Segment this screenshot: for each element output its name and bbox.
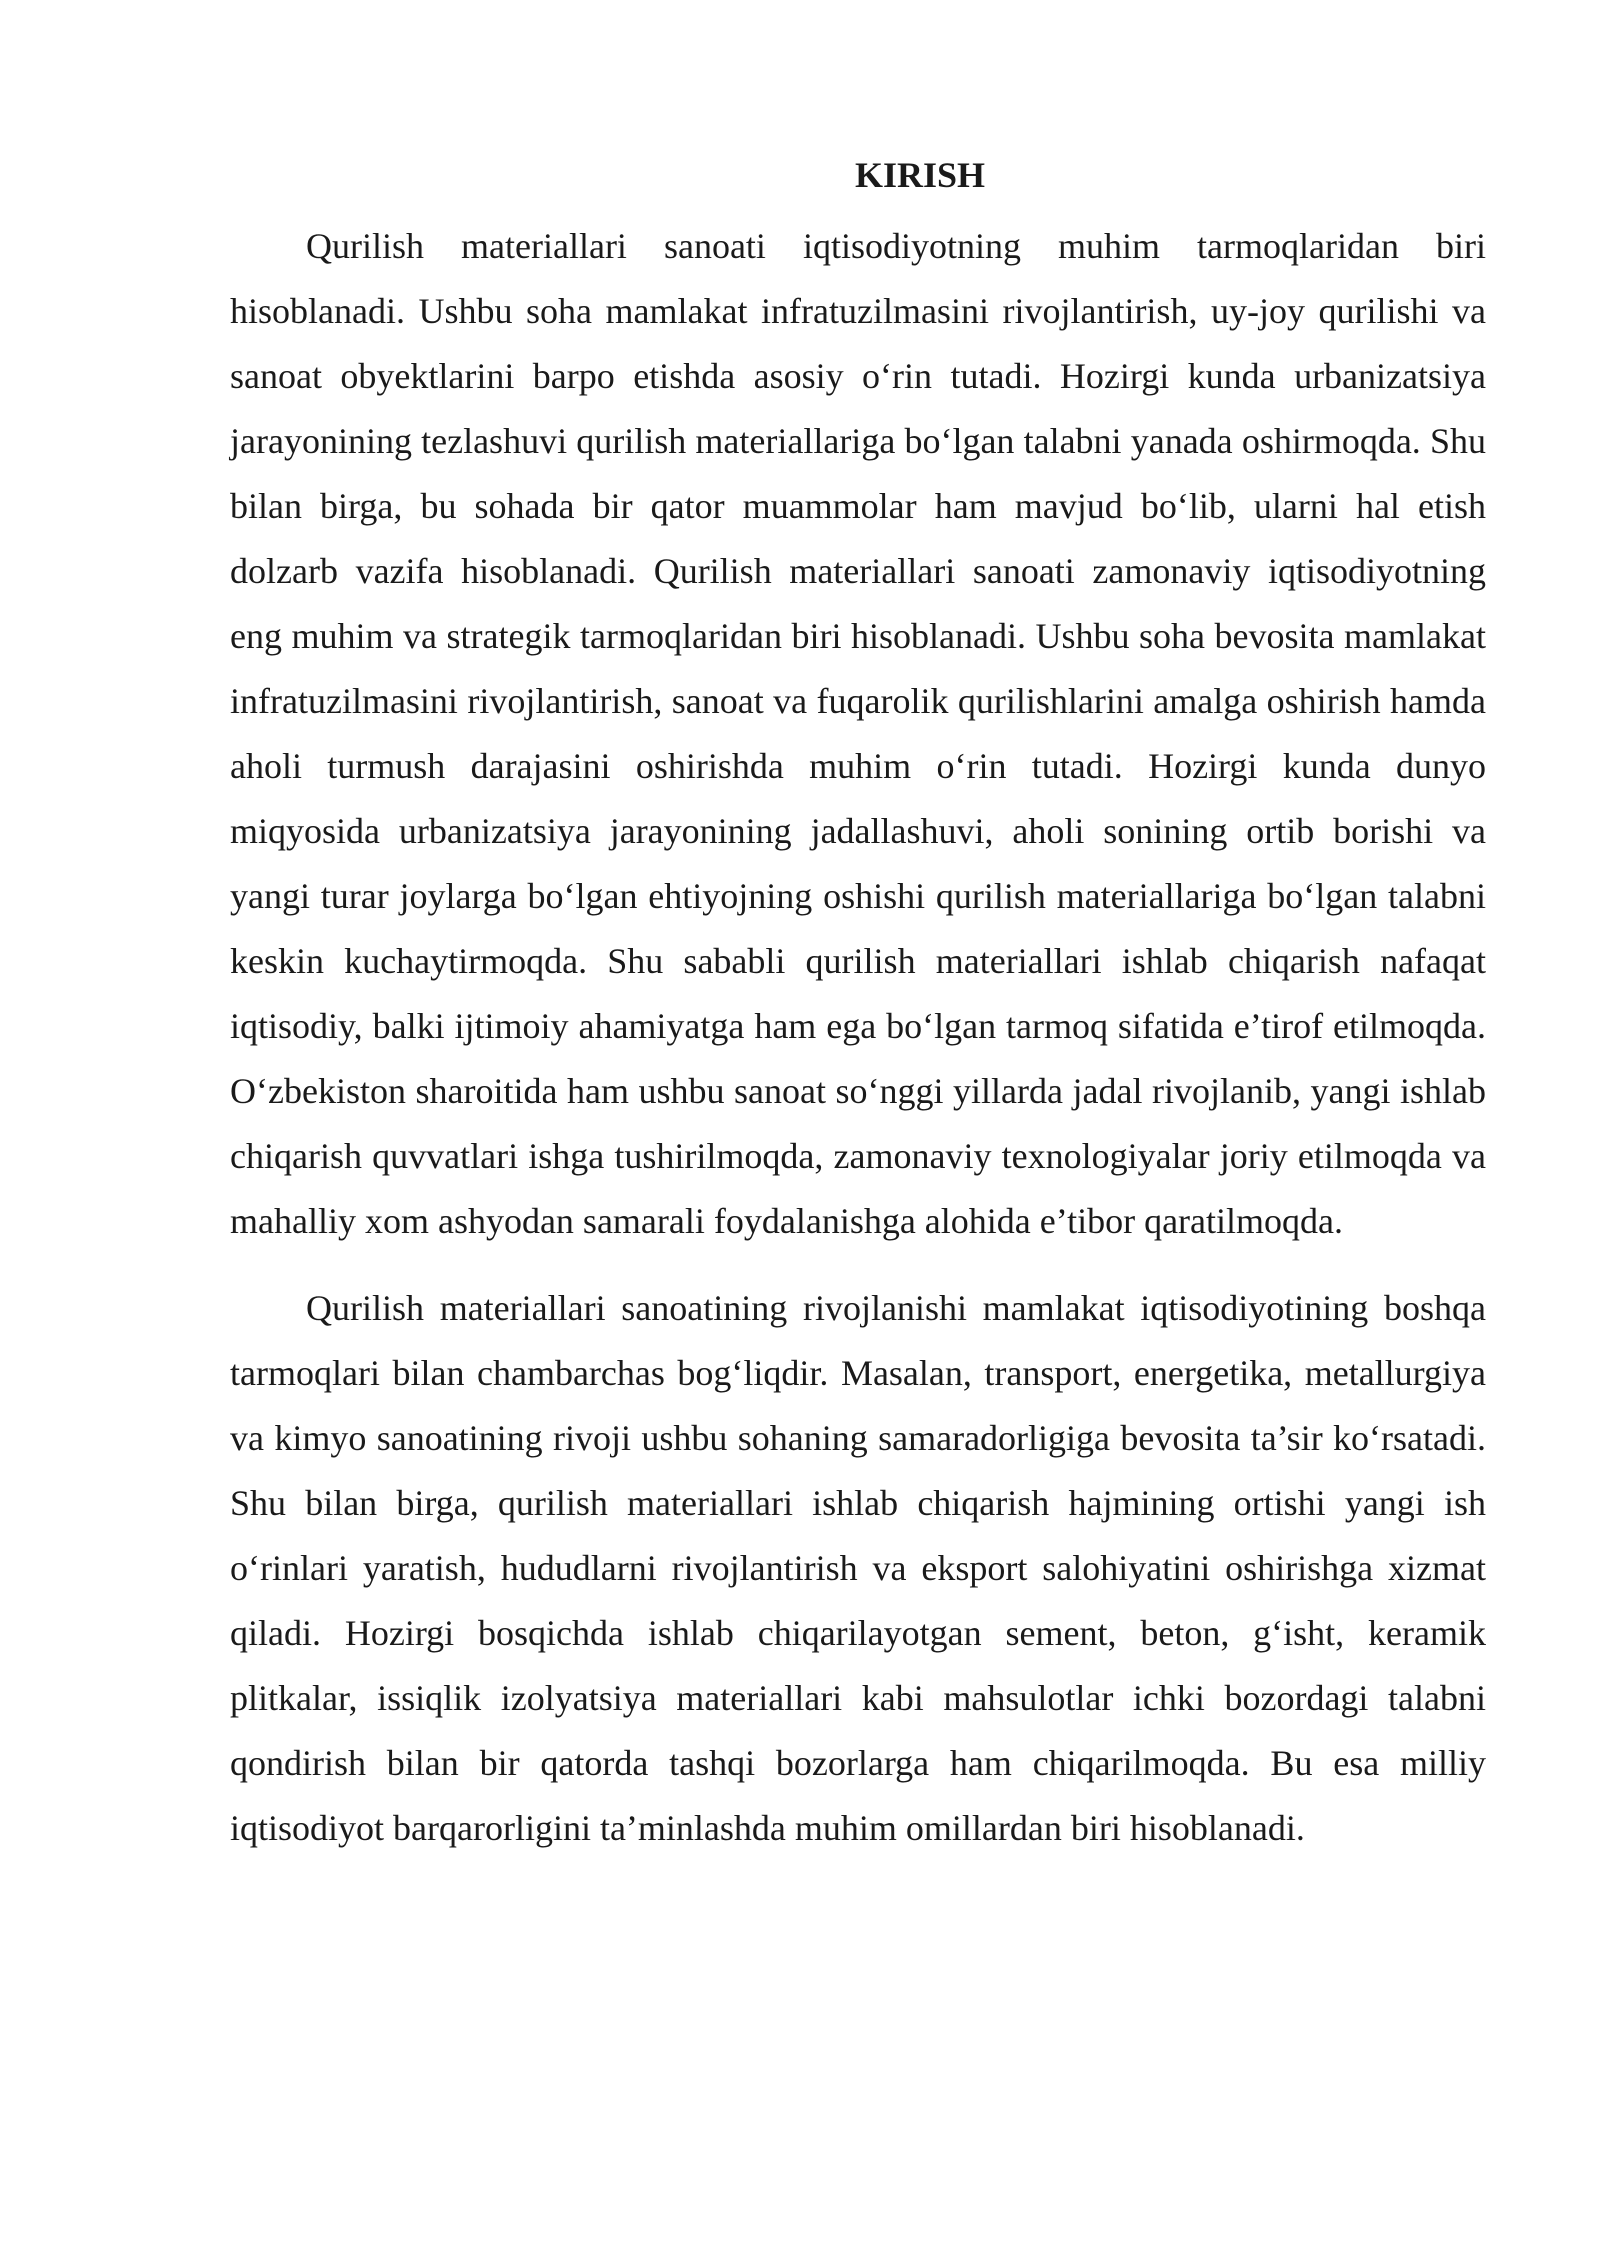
section-heading: KIRISH [854, 155, 986, 195]
document-page [230, 150, 1486, 1861]
paragraph-2: Qurilish materiallari sanoatining rivojlanishi mamlakat iqtisodiyotining boshqa tarmoqlari bilan chambarchas bog‘liqdir. Masalan, transport, energetika, metallurgiya va kimyo sanoatining rivoji ushbu sohaning samaradorligiga bevosita ta’sir ko‘rsatadi. Shu bilan birga, qurilish materiallari ishlab chiqarish hajmining ortishi yangi ish o‘rinlari yaratish, hududlarni rivojlantirish va eksport salohiyatini oshirishga xizmat qiladi. Hozirgi bosqichda ishlab chiqarilayotgan sement, beton, g‘isht, keramik plitkalar, issiqlik izolyatsiya materiallari kabi mahsulotlar ichki bozordagi talabni qondirish bilan bir qatorda tashqi bozorlarga ham chiqarilmoqda. Bu esa milliy iqtisodiyot barqarorligini ta’minlashda muhim omillardan biri hisoblanadi. [230, 1288, 1486, 1848]
paragraph-1: Qurilish materiallari sanoati iqtisodiyotning muhim tarmoqlaridan biri hisoblanadi. Ushbu soha mamlakat infratuzilmasini rivojlantirish, uy-joy qurilishi va sanoat obyektlarini barpo etishda asosiy o‘rin tutadi. Hozirgi kunda urbanizatsiya jarayonining tezlashuvi qurilish materiallariga bo‘lgan talabni yanada oshirmoqda. Shu bilan birga, bu sohada bir qator muammolar ham mavjud bo‘lib, ularni hal etish dolzarb vazifa hisoblanadi. Qurilish materiallari sanoati zamonaviy iqtisodiyotning eng muhim va strategik tarmoqlaridan biri hisoblanadi. Ushbu soha bevosita mamlakat infratuzilmasini rivojlantirish, sanoat va fuqarolik qurilishlarini amalga oshirish hamda aholi turmush darajasini oshirishda muhim o‘rin tutadi. Hozirgi kunda dunyo miqyosida urbanizatsiya jarayonining jadallashuvi, aholi sonining ortib borishi va yangi turar joylarga bo‘lgan ehtiyojning oshishi qurilish materiallariga bo‘lgan talabni keskin kuchaytirmoqda. Shu sababli qurilish materiallari ishlab chiqarish nafaqat iqtisodiy, balki ijtimoiy ahamiyatga ham ega bo‘lgan tarmoq sifatida e’tirof etilmoqda. O‘zbekiston sharoitida ham ushbu sanoat so‘nggi yillarda jadal rivojlanib, yangi ishlab chiqarish quvvatlari ishga tushirilmoqda, zamonaviy texnologiyalar joriy etilmoqda va mahalliy xom ashyodan samarali foydalanishga alohida e’tibor qaratilmoqda. [230, 226, 1486, 1241]
